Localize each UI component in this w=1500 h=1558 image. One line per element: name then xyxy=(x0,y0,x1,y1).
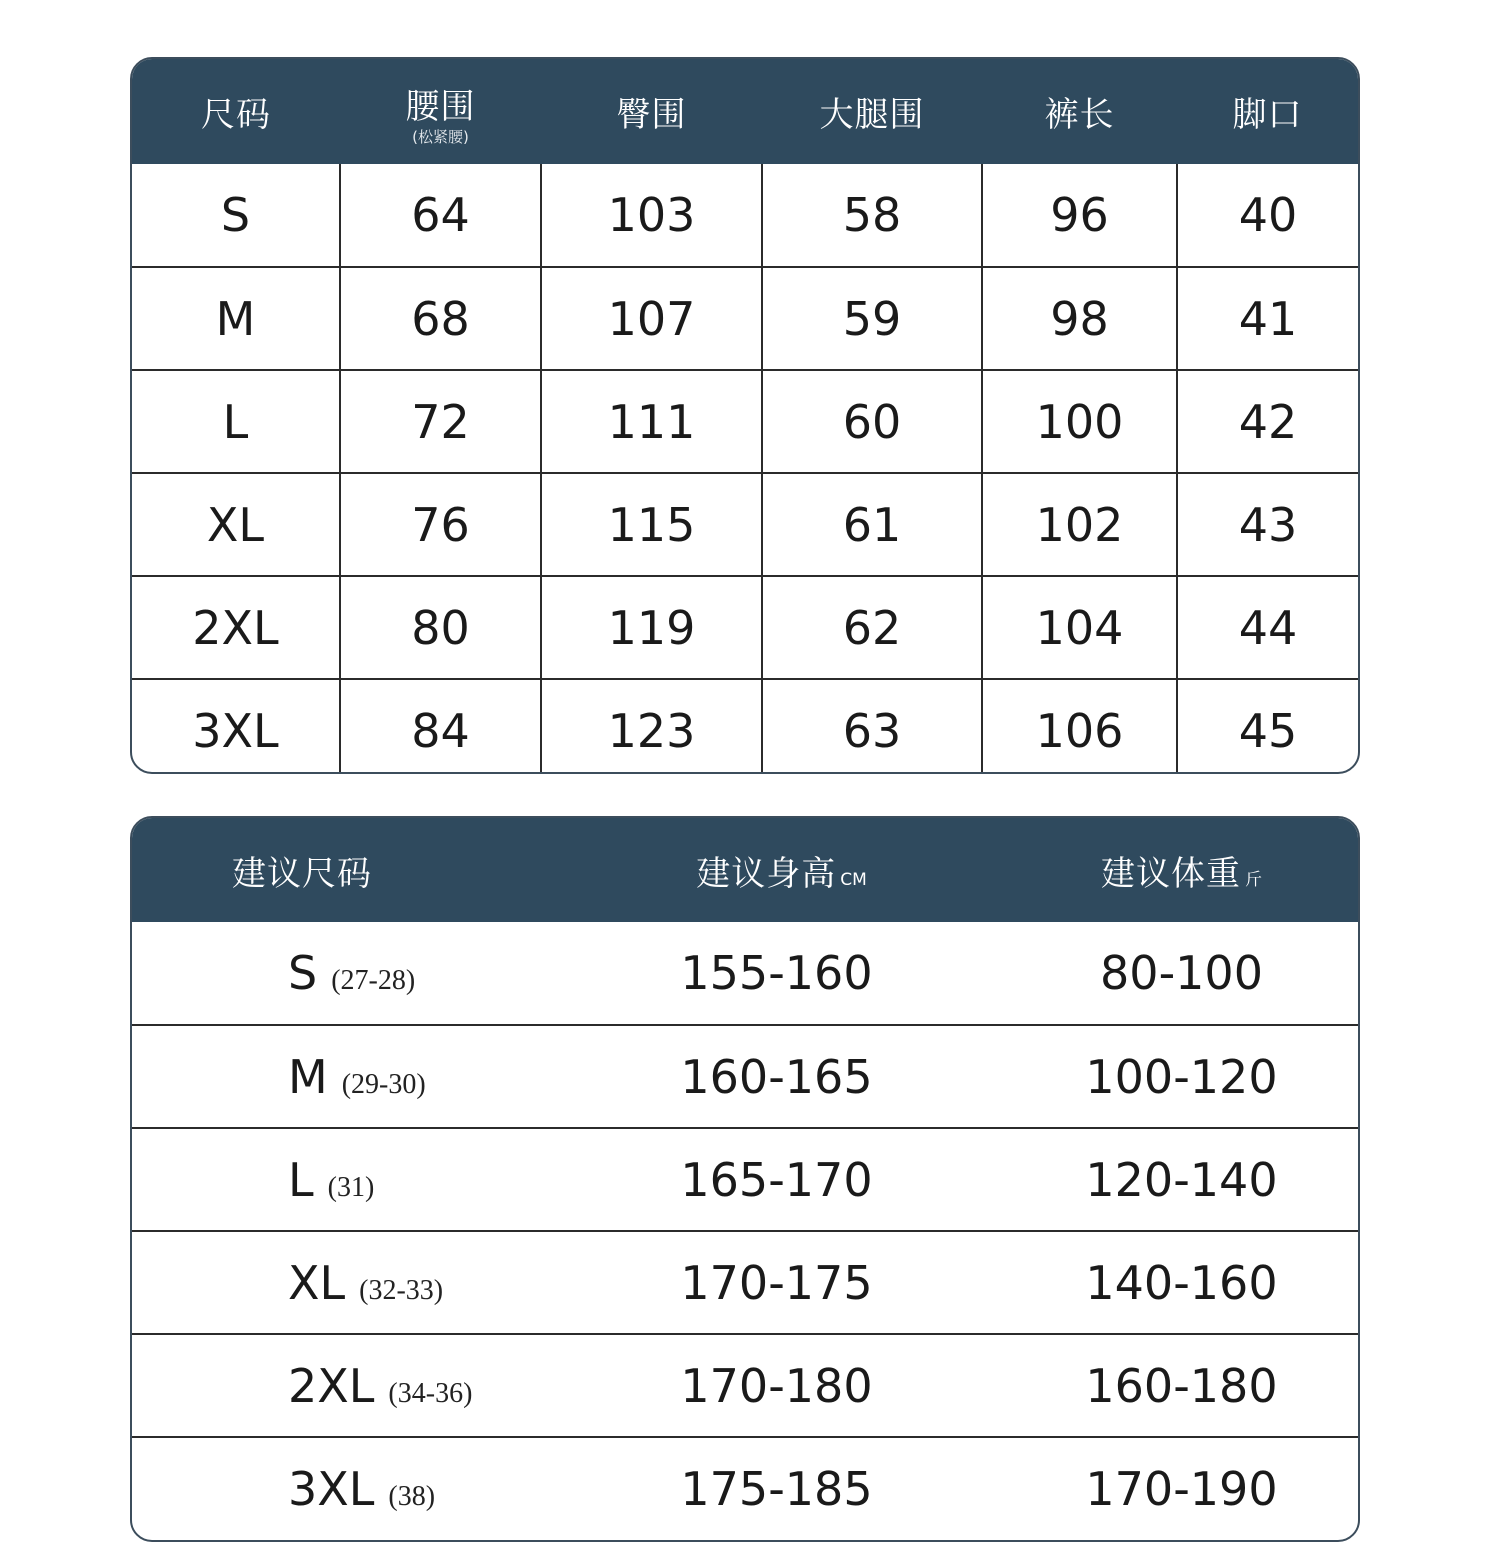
cell-thigh: 62 xyxy=(762,576,982,679)
cell-weight-range: 170-190 xyxy=(982,1437,1360,1540)
cell-waist: 76 xyxy=(340,473,541,576)
header-waist: 腰围 (松紧腰) xyxy=(340,59,541,164)
cell-hip: 115 xyxy=(541,473,762,576)
table-row xyxy=(132,164,1358,267)
header-recommended-size: 建议尺码 xyxy=(132,818,562,922)
size-recommendation-table xyxy=(130,816,1360,1542)
cell-length: 98 xyxy=(982,267,1177,370)
cell-weight-range: 100-120 xyxy=(982,1025,1360,1128)
cell-length: 104 xyxy=(982,576,1177,679)
cell-size: 2XL xyxy=(132,576,340,679)
cell-size: S xyxy=(220,188,251,242)
table-row xyxy=(132,1437,1360,1540)
recommendation-header-row xyxy=(132,818,1360,922)
cell-size: L xyxy=(132,370,340,473)
cell-waist: 84 xyxy=(340,679,541,774)
cell-waist: 80 xyxy=(340,576,541,679)
cell-thigh: 61 xyxy=(762,473,982,576)
cell-leg-opening: 40 xyxy=(1177,164,1358,267)
table-row xyxy=(132,922,1360,1025)
cell-length: 100 xyxy=(982,370,1177,473)
cell-waist: 68 xyxy=(340,267,541,370)
cell-weight-range: 160-180 xyxy=(982,1334,1360,1437)
cell-recommended-size: L (31) xyxy=(132,1128,562,1231)
waist-size-note: (32-33) xyxy=(359,1274,444,1306)
cell-length: 102 xyxy=(982,473,1177,576)
cell-leg-opening: 43 xyxy=(1177,473,1358,576)
measurement-header-row xyxy=(132,59,1358,164)
cell-height-range: 170-180 xyxy=(562,1334,982,1437)
header-hip: 臀围 xyxy=(541,59,762,164)
waist-size-note: (29-30) xyxy=(341,1068,426,1100)
table-row xyxy=(132,1231,1360,1334)
weight-unit: 斤 xyxy=(1245,869,1262,890)
cell-thigh: 60 xyxy=(762,370,982,473)
cell-size: 3XL xyxy=(132,679,340,774)
table-row xyxy=(132,473,1358,576)
table-row xyxy=(132,370,1358,473)
table-row xyxy=(132,267,1358,370)
header-recommended-height: 建议身高 CM xyxy=(562,818,982,922)
cell-height-range: 170-175 xyxy=(562,1231,982,1334)
waist-size-note: (34-36) xyxy=(388,1377,473,1409)
cell-recommended-size: XL (32-33) xyxy=(132,1231,562,1334)
cell-leg-opening: 44 xyxy=(1177,576,1358,679)
cell-weight-range: 120-140 xyxy=(982,1128,1360,1231)
header-recommended-weight: 建议体重 斤 xyxy=(982,818,1360,922)
cell-height-range: 175-185 xyxy=(562,1437,982,1540)
table-row xyxy=(132,576,1358,679)
cell-leg-opening: 41 xyxy=(1177,267,1358,370)
header-thigh: 大腿围 xyxy=(762,59,982,164)
header-pants-length: 裤长 xyxy=(982,59,1177,164)
cell-recommended-size: 2XL (34-36) xyxy=(132,1334,562,1437)
cell-weight-range: 140-160 xyxy=(982,1231,1360,1334)
cell-height-range: 165-170 xyxy=(562,1128,982,1231)
table-row xyxy=(132,1334,1360,1437)
cell-recommended-size: M (29-30) xyxy=(132,1025,562,1128)
cell-waist: 64 xyxy=(340,164,541,267)
table-row xyxy=(132,1025,1360,1128)
cell-hip: 111 xyxy=(541,370,762,473)
table-row xyxy=(132,1128,1360,1231)
table-row xyxy=(132,679,1358,774)
cell-hip: 103 xyxy=(541,164,762,267)
cell-recommended-size: 3XL (38) xyxy=(132,1437,562,1540)
header-waist-note: (松紧腰) xyxy=(412,127,469,146)
size-measurement-table xyxy=(130,57,1360,774)
cell-hip: 107 xyxy=(541,267,762,370)
header-size: 尺码 xyxy=(132,59,340,164)
header-leg-opening: 脚口 xyxy=(1177,59,1358,164)
cell-weight-range: 80-100 xyxy=(1100,946,1263,1000)
cell-thigh: 63 xyxy=(762,679,982,774)
cell-size: M xyxy=(132,267,340,370)
cell-height-range: 155-160 xyxy=(680,946,873,1000)
cell-thigh: 58 xyxy=(762,164,982,267)
cell-leg-opening: 42 xyxy=(1177,370,1358,473)
cell-hip: 123 xyxy=(541,679,762,774)
waist-size-note: (27-28) xyxy=(331,965,416,996)
height-unit: CM xyxy=(840,869,867,890)
cell-thigh: 59 xyxy=(762,267,982,370)
cell-leg-opening: 45 xyxy=(1177,679,1358,774)
cell-length: 106 xyxy=(982,679,1177,774)
cell-length: 96 xyxy=(982,164,1177,267)
cell-hip: 119 xyxy=(541,576,762,679)
cell-height-range: 160-165 xyxy=(562,1025,982,1128)
cell-waist: 72 xyxy=(340,370,541,473)
cell-recommended-size: S (27-28) xyxy=(288,946,416,1000)
cell-size: XL xyxy=(132,473,340,576)
waist-size-note: (31) xyxy=(327,1171,375,1203)
waist-size-note: (38) xyxy=(388,1481,436,1512)
